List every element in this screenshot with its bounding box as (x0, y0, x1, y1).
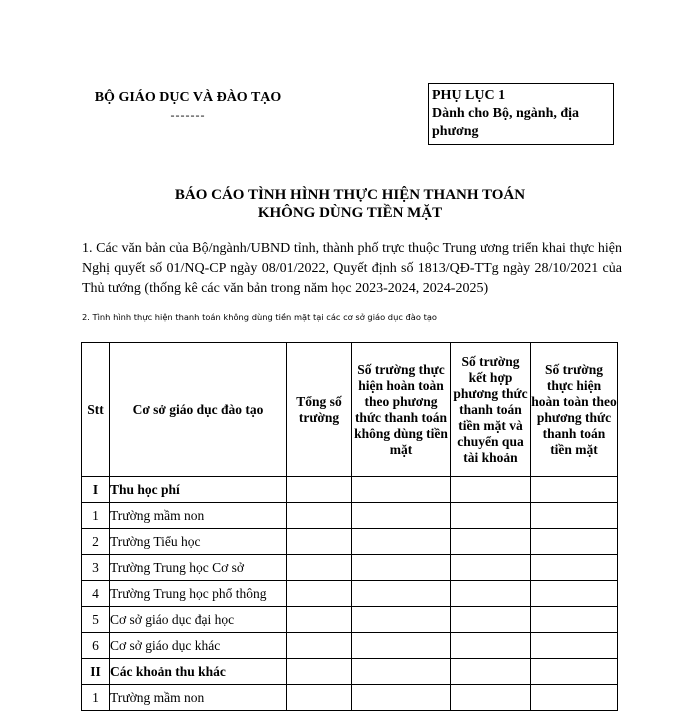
row-name: Thu học phí (110, 477, 287, 503)
cell-cashless (352, 607, 451, 633)
col-header-total: Tổng số trường (287, 343, 352, 477)
row-name: Cơ sở giáo dục khác (110, 633, 287, 659)
appendix-box (428, 83, 614, 145)
cell-cash (531, 659, 618, 685)
cell-combined (451, 581, 531, 607)
cell-cashless (352, 581, 451, 607)
cell-total (287, 659, 352, 685)
cell-combined (451, 503, 531, 529)
cell-cash (531, 555, 618, 581)
report-table (81, 342, 618, 711)
row-stt: 3 (82, 555, 110, 581)
cell-cashless (352, 685, 451, 711)
table-row-group (82, 477, 618, 503)
cell-total (287, 529, 352, 555)
cell-cash (531, 685, 618, 711)
cell-cashless (352, 477, 451, 503)
cell-total (287, 477, 352, 503)
cell-total (287, 607, 352, 633)
table-header-row (82, 343, 618, 477)
cell-cash (531, 529, 618, 555)
cell-combined (451, 659, 531, 685)
row-name: Trường mầm non (110, 503, 287, 529)
cell-total (287, 503, 352, 529)
row-stt: II (82, 659, 110, 685)
report-title-line1: BÁO CÁO TÌNH HÌNH THỰC HIỆN THANH TOÁN (174, 187, 526, 203)
row-stt: 4 (82, 581, 110, 607)
row-stt: 2 (82, 529, 110, 555)
section1-paragraph: 1. Các văn bản của Bộ/ngành/UBND tỉnh, thành phố trực thuộc Trung ương triển khai thực hiện Nghị quyết số 01/NQ-CP ngày 08/01/2022, Quyết định số 1813/QĐ-TTg ngày 28/10/2021 của Thủ tướng (thống kê các văn bản trong năm học 2023-2024, 2024-2025) (82, 241, 622, 296)
cell-cash (531, 633, 618, 659)
agency-rule: ------- (170, 108, 206, 122)
report-title-line2: KHÔNG DÙNG TIỀN MẶT (257, 205, 443, 221)
cell-cashless (352, 529, 451, 555)
cell-total (287, 581, 352, 607)
row-name: Trường mầm non (110, 685, 287, 711)
cell-cash (531, 581, 618, 607)
row-stt: 6 (82, 633, 110, 659)
cell-cash (531, 607, 618, 633)
report-title (0, 186, 700, 222)
table-row (82, 607, 618, 633)
cell-cash (531, 503, 618, 529)
row-stt: 1 (82, 503, 110, 529)
row-stt: 1 (82, 685, 110, 711)
row-name: Trường Trung học Cơ sở (110, 555, 287, 581)
cell-total (287, 555, 352, 581)
col-header-combined: Số trường kết hợp phương thức thanh toán tiền mặt và chuyển qua tài khoản (451, 343, 531, 477)
row-name: Trường Tiểu học (110, 529, 287, 555)
cell-combined (451, 477, 531, 503)
appendix-note: Dành cho Bộ, ngành, địa phương (432, 106, 580, 139)
appendix-title: PHỤ LỤC 1 (432, 88, 506, 103)
col-header-cash: Số trường thực hiện hoàn toàn theo phương thức thanh toán tiền mặt (531, 343, 618, 477)
cell-cash (531, 477, 618, 503)
cell-combined (451, 529, 531, 555)
table-row (82, 581, 618, 607)
cell-cashless (352, 633, 451, 659)
row-stt: 5 (82, 607, 110, 633)
row-name: Các khoản thu khác (110, 659, 287, 685)
table-row-group (82, 659, 618, 685)
table-row (82, 503, 618, 529)
cell-cashless (352, 659, 451, 685)
cell-cashless (352, 503, 451, 529)
table-row (82, 529, 618, 555)
cell-combined (451, 607, 531, 633)
table-row (82, 685, 618, 711)
cell-combined (451, 633, 531, 659)
table-row (82, 633, 618, 659)
row-name: Cơ sở giáo dục đại học (110, 607, 287, 633)
section2-heading: 2. Tình hình thực hiện thanh toán không dùng tiền mặt tại các cơ sở giáo dục đào tạo (82, 312, 438, 322)
agency-name: BỘ GIÁO DỤC VÀ ĐÀO TẠO (94, 90, 282, 105)
row-stt: I (82, 477, 110, 503)
col-header-stt: Stt (82, 343, 110, 477)
cell-combined (451, 555, 531, 581)
table-row (82, 555, 618, 581)
agency-block (78, 90, 298, 123)
cell-total (287, 633, 352, 659)
row-name: Trường Trung học phổ thông (110, 581, 287, 607)
cell-cashless (352, 555, 451, 581)
col-header-institution: Cơ sở giáo dục đào tạo (110, 343, 287, 477)
cell-total (287, 685, 352, 711)
cell-combined (451, 685, 531, 711)
col-header-cashless: Số trường thực hiện hoàn toàn theo phương thức thanh toán không dùng tiền mặt (352, 343, 451, 477)
